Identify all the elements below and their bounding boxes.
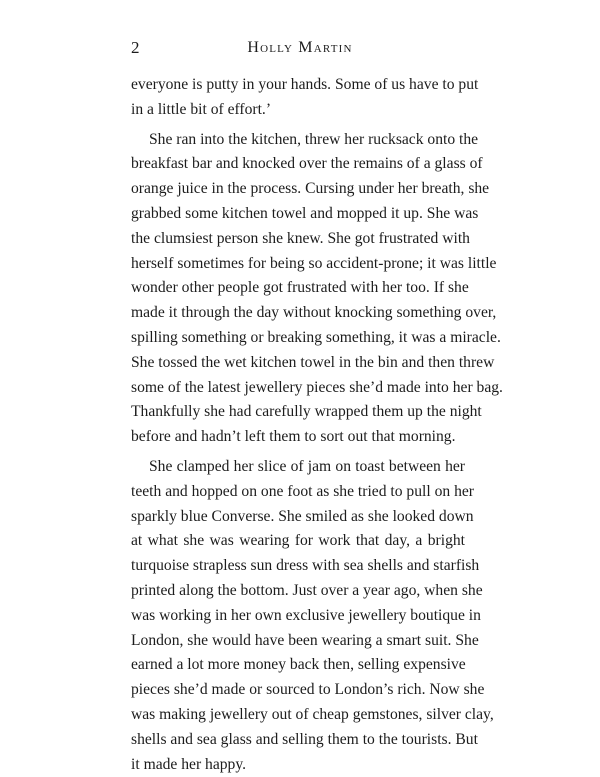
text-line: wonder other people got frustrated with her too. If she (131, 279, 469, 297)
text-line: at what she was wearing for work that day, a bright (131, 532, 465, 550)
paragraph-2 (131, 128, 503, 450)
text-line: She tossed the wet kitchen towel in the bin and then threw (131, 353, 495, 371)
text-line: She ran into the kitchen, threw her rucksack onto the (149, 130, 479, 148)
text-line: sparkly blue Converse. She smiled as she looked down (131, 507, 474, 525)
page-number: 2 (131, 38, 140, 57)
text-line: was working in her own exclusive jewellery boutique in (131, 606, 481, 624)
text-line: everyone is putty in your hands. Some of us have to put (131, 76, 479, 93)
text-line: some of the latest jewellery pieces she’d made into her bag. (131, 378, 503, 396)
text-line: grabbed some kitchen towel and mopped it up. She was (131, 204, 479, 222)
text-line: it made her happy. (131, 755, 247, 773)
paragraph-1 (131, 73, 479, 123)
text-line: turquoise strapless sun dress with sea shells and starfish (131, 557, 480, 575)
text-line: orange juice in the process. Cursing under her breath, she (131, 180, 490, 198)
text-line: before and hadn’t left them to sort out that morning. (131, 428, 456, 446)
text-line: in a little bit of effort.’ (131, 100, 272, 118)
text-line: breakfast bar and knocked over the remains of a glass of (131, 155, 483, 173)
header-author: Holly Martin (247, 39, 353, 56)
text-line: Thankfully she had carefully wrapped them up the night (131, 403, 482, 421)
running-head (0, 38, 600, 58)
text-line: was making jewellery out of cheap gemstones, silver clay, (131, 705, 494, 723)
text-line: She clamped her slice of jam on toast between her (149, 457, 465, 475)
text-line: made it through the day without knocking something over, (131, 304, 497, 322)
text-line: shells and sea glass and selling them to the tourists. But (131, 730, 478, 748)
text-line: herself sometimes for being so accident-prone; it was little (131, 254, 497, 272)
text-line: earned a lot more money back then, selling expensive (131, 656, 466, 674)
text-line: pieces she’d made or sourced to London’s rich. Now she (131, 681, 485, 699)
paragraph-3 (131, 455, 494, 777)
text-line: the clumsiest person she knew. She got frustrated with (131, 229, 470, 247)
text-line: London, she would have been wearing a smart suit. She (131, 631, 479, 649)
body-text (131, 73, 503, 777)
text-line: teeth and hopped on one foot as she tried to pull on her (131, 482, 474, 500)
text-line: spilling something or breaking something, it was a miracle. (131, 328, 501, 346)
text-line: printed along the bottom. Just over a year ago, when she (131, 581, 483, 599)
